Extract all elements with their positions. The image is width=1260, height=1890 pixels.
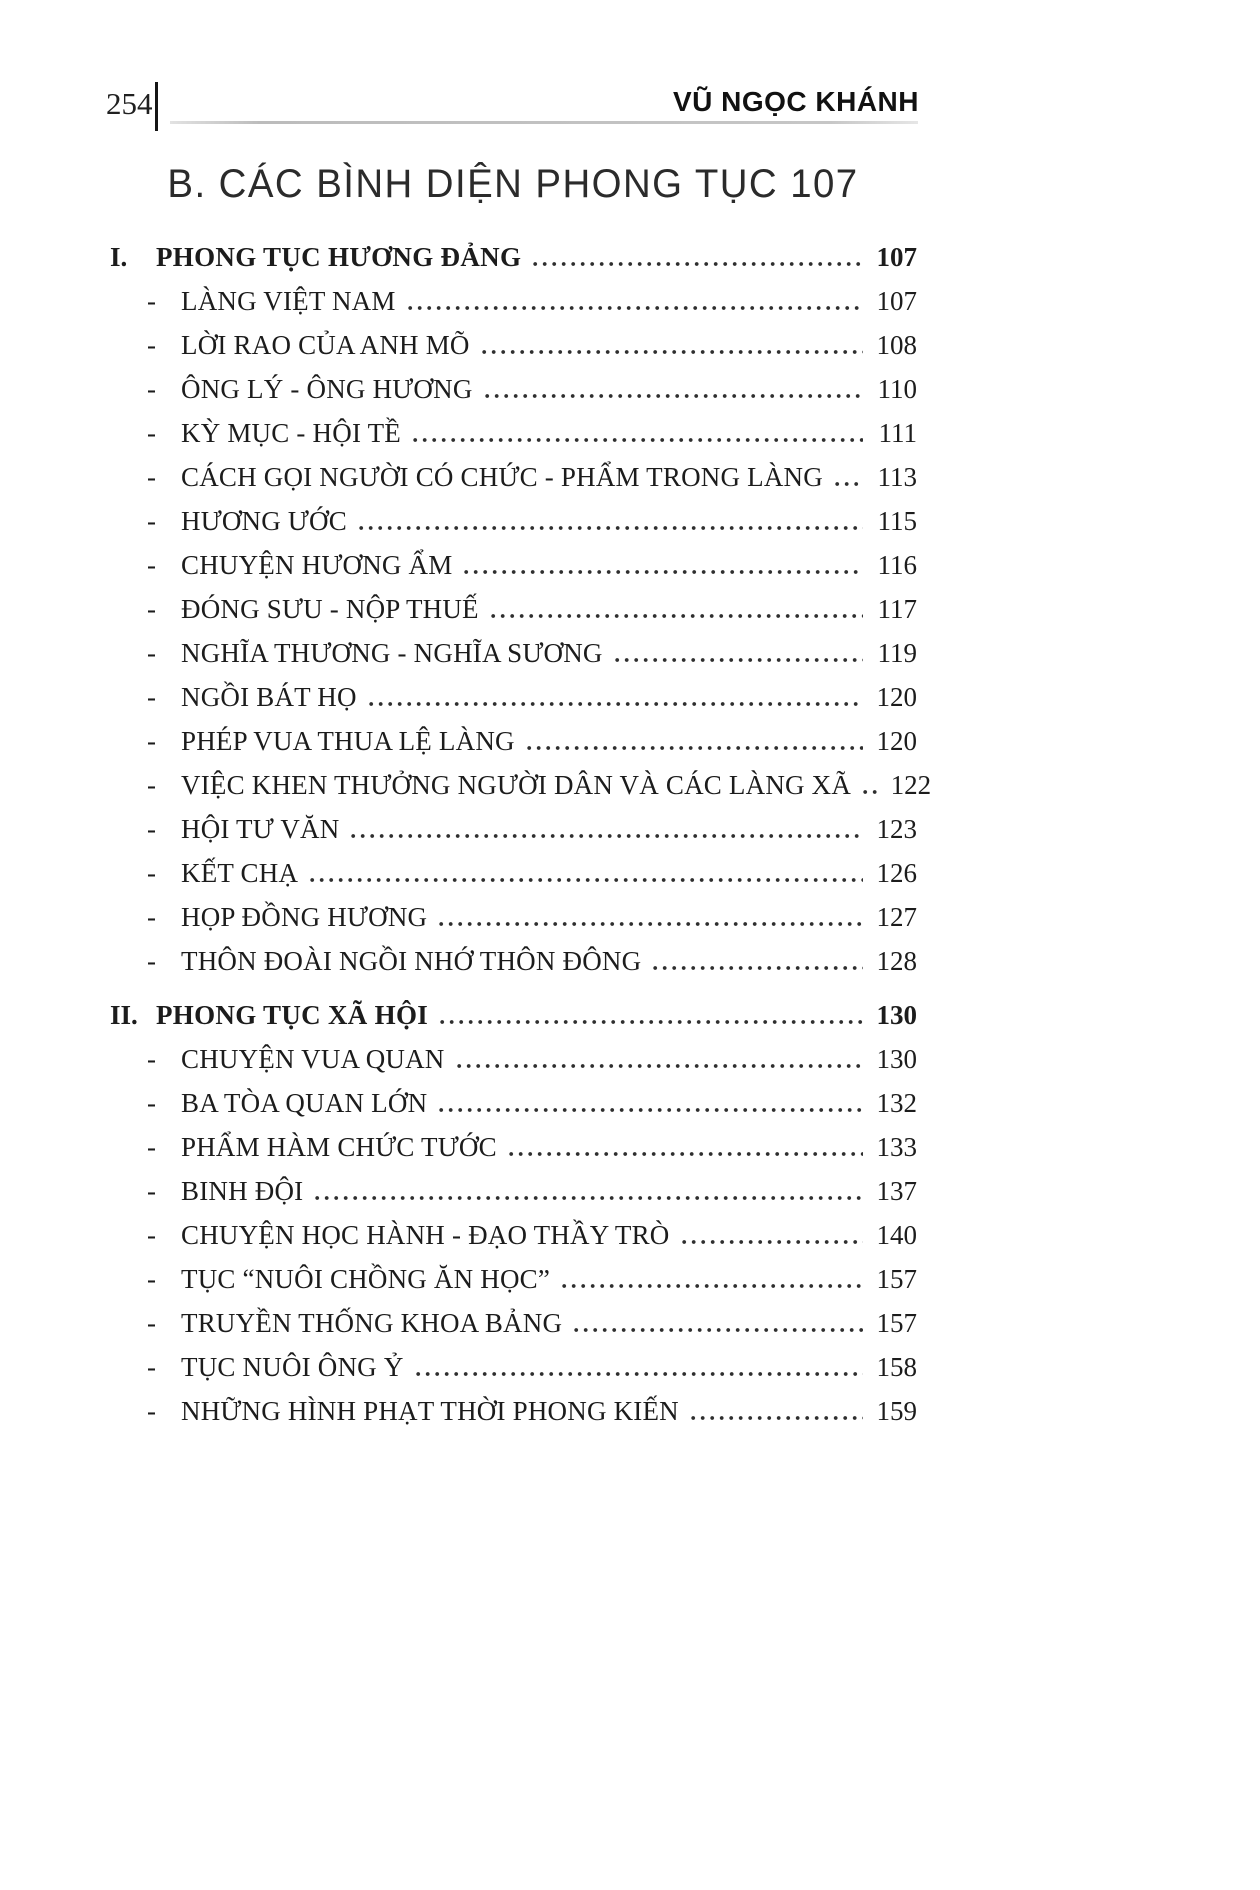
entry-page-number: 133 (876, 1132, 917, 1162)
toc-entry-row (110, 1396, 917, 1440)
dot-leader (369, 702, 863, 706)
entry-page-number: 115 (877, 506, 917, 536)
entry-marker: - (147, 1044, 156, 1074)
entry-title: PHÉP VUA THUA LỆ LÀNG (181, 726, 515, 756)
toc-entry-row (110, 682, 917, 726)
entry-page-number: 119 (877, 638, 917, 668)
toc-entry-row (110, 1220, 917, 1264)
dot-leader (408, 306, 863, 310)
running-header-author: VŨ NGỌC KHÁNH (672, 86, 919, 117)
dot-leader (359, 526, 863, 530)
entry-page-number: 116 (877, 550, 917, 580)
header-divider-bar (155, 82, 158, 131)
toc (110, 242, 932, 1440)
toc-entry-row (110, 946, 917, 990)
entry-marker: - (147, 682, 156, 712)
section-page-number: 130 (876, 1000, 917, 1030)
entry-marker: - (147, 1220, 156, 1250)
dot-leader (315, 1196, 863, 1200)
toc-entry-row (110, 1044, 917, 1088)
toc-entry-row (110, 286, 917, 330)
dot-leader (527, 746, 863, 750)
toc-entry-row (110, 594, 917, 638)
entry-marker: - (147, 1396, 156, 1426)
toc-entry-row (110, 330, 917, 374)
entry-page-number: 123 (876, 814, 917, 844)
toc-entry-row (110, 1308, 917, 1352)
dot-leader (835, 482, 863, 486)
entry-page-number: 111 (878, 418, 917, 448)
toc-entry-row (110, 506, 917, 550)
entry-marker: - (147, 330, 156, 360)
entry-page-number: 126 (876, 858, 917, 888)
entry-page-number: 120 (876, 682, 917, 712)
dot-leader (533, 262, 863, 266)
header-rule (170, 121, 918, 124)
chapter-title: B. CÁC BÌNH DIỆN PHONG TỤC 107 (167, 162, 859, 206)
toc-entry-row (110, 1132, 917, 1176)
entry-marker: - (147, 726, 156, 756)
entry-page-number: 107 (876, 286, 917, 316)
entry-page-number: 127 (876, 902, 917, 932)
entry-marker: - (147, 814, 156, 844)
entry-marker: - (147, 418, 156, 448)
dot-leader (485, 394, 863, 398)
toc-entry-row (110, 374, 917, 418)
toc-entry-row (110, 462, 917, 506)
toc-entry-row (110, 726, 917, 770)
dot-leader (464, 570, 863, 574)
toc-section-row (110, 1000, 917, 1044)
entry-title: CÁCH GỌI NGƯỜI CÓ CHỨC - PHẨM TRONG LÀNG (181, 462, 823, 492)
entry-page-number: 120 (876, 726, 917, 756)
entry-marker: - (147, 1264, 156, 1294)
dot-leader (574, 1328, 863, 1332)
entry-marker: - (147, 902, 156, 932)
entry-marker: - (147, 374, 156, 404)
toc-entry-row (110, 1088, 917, 1132)
toc-entry-row (110, 1264, 917, 1308)
entry-title: THÔN ĐOÀI NGỒI NHỚ THÔN ĐÔNG (181, 946, 642, 976)
entry-page-number: 137 (876, 1176, 917, 1206)
dot-leader (482, 350, 863, 354)
entry-marker: - (147, 946, 156, 976)
entry-page-number: 158 (876, 1352, 917, 1382)
entry-title: TỤC “NUÔI CHỒNG ĂN HỌC” (181, 1264, 551, 1294)
dot-leader (509, 1152, 863, 1156)
entry-page-number: 157 (876, 1308, 917, 1338)
entry-marker: - (147, 1132, 156, 1162)
dot-leader (682, 1240, 864, 1244)
entry-title: VIỆC KHEN THƯỞNG NGƯỜI DÂN VÀ CÁC LÀNG XÃ (181, 770, 852, 800)
dot-leader (439, 922, 863, 926)
entry-title: TRUYỀN THỐNG KHOA BẢNG (181, 1308, 563, 1338)
toc-entry-row (110, 1176, 917, 1220)
entry-title: CHUYỆN VUA QUAN (181, 1044, 445, 1074)
entry-title: NGHĨA THƯƠNG - NGHĨA SƯƠNG (181, 638, 603, 668)
dot-leader (413, 438, 863, 442)
entry-marker: - (147, 1088, 156, 1118)
entry-marker: - (147, 770, 156, 800)
section-title: PHONG TỤC XÃ HỘI (156, 1000, 429, 1030)
entry-title: NHỮNG HÌNH PHẠT THỜI PHONG KIẾN (181, 1396, 679, 1426)
dot-leader (457, 1064, 863, 1068)
toc-entry-row (110, 858, 917, 902)
section-title: PHONG TỤC HƯƠNG ĐẢNG (156, 242, 522, 272)
dot-leader (691, 1416, 863, 1420)
entry-title: KẾT CHẠ (181, 858, 299, 888)
entry-title: ĐÓNG SƯU - NỘP THUẾ (181, 594, 479, 624)
dot-leader (863, 790, 877, 794)
entry-marker: - (147, 858, 156, 888)
entry-title: HỘI TƯ VĂN (181, 814, 340, 844)
toc-entry-row (110, 550, 917, 594)
entry-page-number: 108 (876, 330, 917, 360)
entry-title: CHUYỆN HƯƠNG ẨM (181, 550, 453, 580)
entry-marker: - (147, 286, 156, 316)
dot-leader (653, 966, 863, 970)
entry-page-number: 130 (876, 1044, 917, 1074)
entry-marker: - (147, 638, 156, 668)
entry-title: BINH ĐỘI (181, 1176, 304, 1206)
entry-title: ÔNG LÝ - ÔNG HƯƠNG (181, 374, 473, 404)
entry-page-number: 128 (876, 946, 917, 976)
entry-title: BA TÒA QUAN LỚN (181, 1088, 428, 1118)
entry-marker: - (147, 550, 156, 580)
entry-marker: - (147, 594, 156, 624)
entry-marker: - (147, 1176, 156, 1206)
entry-page-number: 140 (876, 1220, 917, 1250)
entry-title: HỌP ĐỒNG HƯƠNG (181, 902, 428, 932)
entry-page-number: 132 (876, 1088, 917, 1118)
entry-marker: - (147, 462, 156, 492)
dot-leader (491, 614, 863, 618)
entry-marker: - (147, 1352, 156, 1382)
dot-leader (562, 1284, 863, 1288)
toc-entry-row (110, 770, 932, 814)
entry-page-number: 110 (877, 374, 917, 404)
entry-title: HƯƠNG ƯỚC (181, 506, 347, 536)
entry-page-number: 113 (877, 462, 917, 492)
entry-title: KỲ MỤC - HỘI TỀ (181, 418, 401, 448)
entry-title: TỤC NUÔI ÔNG Ỷ (181, 1352, 404, 1382)
toc-entry-row (110, 1352, 917, 1396)
toc-entry-row (110, 418, 917, 462)
dot-leader (351, 834, 863, 838)
section-page-number: 107 (876, 242, 917, 272)
toc-entry-row (110, 814, 917, 858)
entry-page-number: 159 (876, 1396, 917, 1426)
toc-entry-row (110, 638, 917, 682)
entry-marker: - (147, 1308, 156, 1338)
entry-marker: - (147, 506, 156, 536)
section-numeral: II. (110, 1000, 138, 1030)
dot-leader (439, 1108, 863, 1112)
toc-entry-row (110, 902, 917, 946)
page-number: 254 (106, 86, 153, 121)
entry-title: LÀNG VIỆT NAM (181, 286, 396, 316)
entry-page-number: 117 (877, 594, 917, 624)
dot-leader (615, 658, 863, 662)
section-numeral: I. (110, 242, 128, 272)
entry-page-number: 157 (876, 1264, 917, 1294)
entry-page-number: 122 (890, 770, 932, 800)
dot-leader (310, 878, 863, 882)
toc-section-row (110, 242, 917, 286)
dot-leader (416, 1372, 863, 1376)
dot-leader (440, 1020, 863, 1024)
entry-title: CHUYỆN HỌC HÀNH - ĐẠO THẦY TRÒ (181, 1220, 670, 1250)
entry-title: PHẨM HÀM CHỨC TƯỚC (181, 1132, 497, 1162)
entry-title: NGỒI BÁT HỌ (181, 682, 357, 712)
entry-title: LỜI RAO CỦA ANH MÕ (181, 330, 470, 360)
